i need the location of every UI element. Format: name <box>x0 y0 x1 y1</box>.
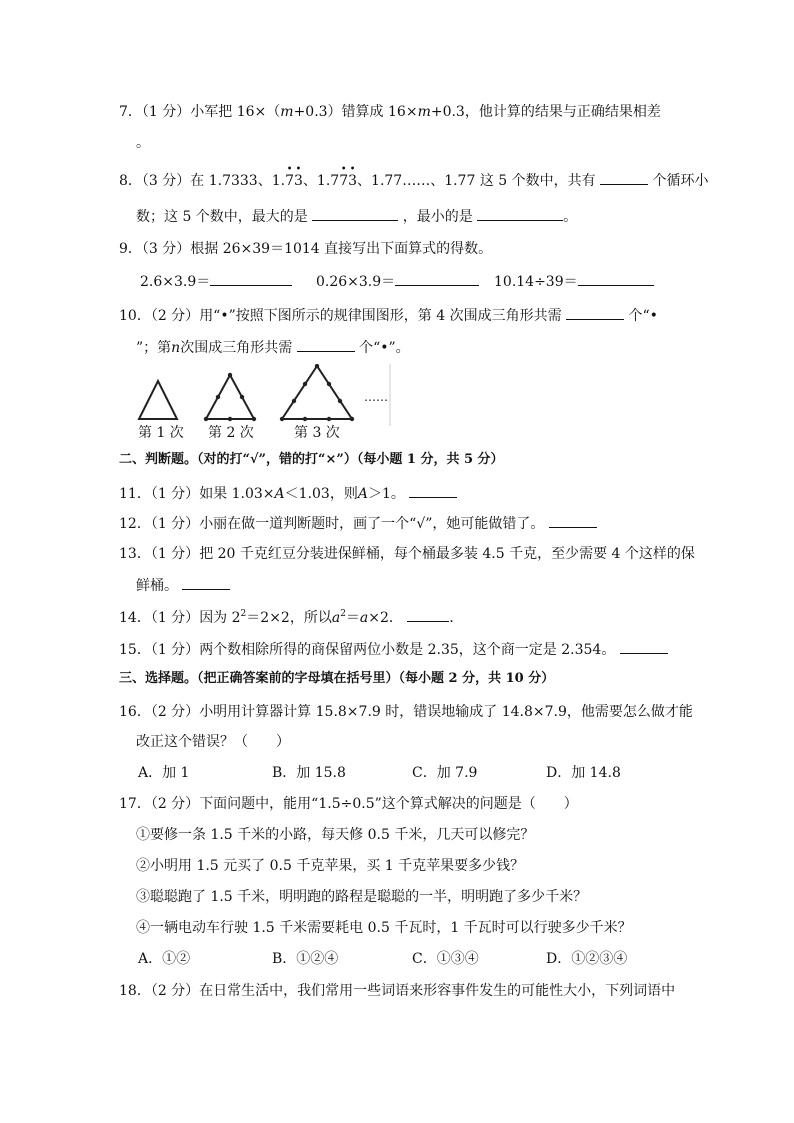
question-score: （1 分） <box>150 610 200 626</box>
question-score: （1 分） <box>150 486 200 502</box>
question-17-item-2: ②小明用 1.5 元买了 0.5 千克苹果，买 1 千克苹果要多少钱？ <box>136 858 525 874</box>
dot <box>252 417 256 421</box>
question-17 <box>119 795 578 813</box>
question-score: （1 分） <box>150 516 200 532</box>
dot <box>292 399 296 403</box>
question-text: 、1.7 <box>302 173 340 189</box>
question-text: 如果 1.03× <box>199 486 275 502</box>
question-text: ＝ <box>345 610 360 626</box>
question-12 <box>119 514 597 533</box>
question-number: 18． <box>119 983 151 999</box>
exponent: 2 <box>340 609 346 619</box>
option-c[interactable]: C．加 7.9 <box>412 765 478 781</box>
question-text: 小明用计算器计算 15.8×7.9 时，错误地输成了 14.8×7.9，他需要怎么做才能 <box>199 704 693 720</box>
question-text: 数；这 5 个数中，最大的是 <box>136 209 308 225</box>
variable-m: m <box>417 104 431 120</box>
option-a[interactable]: A．加 1 <box>138 765 190 781</box>
answer-blank[interactable] <box>182 576 230 590</box>
question-number: 16． <box>119 704 151 720</box>
question-text: 鲜桶。 <box>136 578 178 594</box>
question-score: （1 分） <box>141 104 191 120</box>
question-score: （2 分） <box>150 983 200 999</box>
question-text: +0.3，他计算的结果与正确结果相差 <box>430 104 661 120</box>
question-score: （2 分） <box>150 796 200 812</box>
dot <box>350 417 354 421</box>
question-text: 、1.77……、1.77 这 5 个数中，共有 <box>357 173 596 189</box>
answer-blank[interactable] <box>312 207 398 221</box>
question-17-item-3: ③聪聪跑了 1.5 千米，明明跑的路程是聪聪的一半，明明跑了多少千米？ <box>136 889 588 905</box>
repeating-digit: • 3 <box>294 164 303 189</box>
variable-n: n <box>171 340 181 356</box>
question-17-item-4: ④一辆电动车行驶 1.5 千米需要耗电 0.5 千瓦时，1 千瓦时可以行驶多少千米？ <box>136 920 632 936</box>
dot <box>228 373 232 377</box>
answer-blank[interactable] <box>600 171 648 185</box>
ellipsis: …… <box>364 390 388 404</box>
question-11 <box>119 484 457 503</box>
dot <box>204 417 208 421</box>
question-8 <box>119 164 709 190</box>
question-text: ＞1。 <box>367 486 405 502</box>
question-16-line2: 改正这个错误？（ ） <box>136 734 290 750</box>
question-text: 把 20 千克红豆分装进保鲜桶，每个桶最多装 4.5 千克，至少需要 4 个这样的保 <box>199 546 695 562</box>
question-10-line2 <box>136 338 410 357</box>
repeating-digit: • 7 <box>285 164 294 189</box>
question-text: 个循环小 <box>652 173 709 189</box>
figure-label-3: 第 3 次 <box>294 425 340 441</box>
question-text: 次围成三角形共需 <box>180 340 293 356</box>
answer-blank[interactable] <box>395 272 479 286</box>
question-score: （1 分） <box>150 546 200 562</box>
question-text: 根据 26×39＝1014 直接写出下面算式的得数。 <box>190 241 493 257</box>
question-number: 15． <box>119 642 151 658</box>
figure-label-1: 第 1 次 <box>138 425 184 441</box>
triangle-1 <box>139 381 177 419</box>
answer-blank[interactable] <box>566 306 624 320</box>
variable-a: a <box>359 610 369 626</box>
question-text: ＜1.03，则 <box>284 486 358 502</box>
question-13 <box>119 545 695 563</box>
dot <box>327 417 331 421</box>
answer-blank[interactable] <box>407 608 449 622</box>
answer-blank[interactable] <box>578 272 654 286</box>
section-2-title: 二、判断题。（对的打“√”，错的打“×”）（每小题 1 分，共 5 分） <box>119 452 504 467</box>
expression: 10.14÷39＝ <box>494 274 578 290</box>
repeating-digit: • 7 <box>339 164 349 189</box>
triangle-3 <box>282 366 352 419</box>
answer-blank[interactable] <box>477 207 563 221</box>
question-number: 11． <box>119 486 151 502</box>
triangle-pattern-figure <box>136 364 392 444</box>
question-number: 7． <box>119 104 142 120</box>
question-text: 下面问题中，能用“1.5÷0.5”这个算式解决的问题是（ ） <box>199 796 578 812</box>
question-number: 14． <box>119 610 151 626</box>
question-number: 8． <box>119 173 142 189</box>
option-b[interactable]: B．加 15.8 <box>272 765 346 781</box>
question-10 <box>119 306 658 325</box>
option-d[interactable]: D．加 14.8 <box>546 765 621 781</box>
section-3-title: 三、选择题。（把正确答案前的字母填在括号里）（每小题 2 分，共 10 分） <box>119 671 555 686</box>
question-text: +0.3）错算成 16× <box>293 104 418 120</box>
question-text: ． <box>449 610 464 626</box>
dot <box>327 382 331 386</box>
question-9 <box>119 240 492 258</box>
answer-blank[interactable] <box>409 484 457 498</box>
option-a[interactable]: A．①② <box>138 951 191 967</box>
triangle-pattern-drawing <box>136 364 392 426</box>
question-17-item-1: ①要修一条 1.5 千米的小路，每天修 0.5 千米，几天可以修完？ <box>136 827 535 843</box>
question-8-line2 <box>136 207 577 226</box>
question-score: （3 分） <box>141 241 191 257</box>
question-9-item-2 <box>316 272 479 291</box>
question-number: 12． <box>119 516 151 532</box>
question-18 <box>119 982 675 1000</box>
option-b[interactable]: B．①②④ <box>272 951 339 967</box>
question-score: （2 分） <box>150 308 200 324</box>
dot <box>315 364 319 368</box>
exponent: 2 <box>240 609 247 619</box>
dot <box>216 395 220 399</box>
question-text: 。 <box>563 209 578 225</box>
question-13-line2 <box>136 576 230 595</box>
question-text: ×2． <box>368 610 403 626</box>
question-score: （3 分） <box>141 173 191 189</box>
question-16 <box>119 703 693 721</box>
variable-A: A <box>357 486 368 502</box>
answer-blank[interactable] <box>549 514 597 528</box>
question-number: 17． <box>119 796 151 812</box>
question-text: 个“• <box>628 308 658 324</box>
question-score: （2 分） <box>150 704 200 720</box>
dot <box>303 417 307 421</box>
question-text: 在日常生活中，我们常用一些词语来形容事件发生的可能性大小，下列词语中 <box>199 983 676 999</box>
question-text: 因为 2 <box>199 610 241 626</box>
question-text: 两个数相除所得的商保留两位小数是 2.35，这个商一定是 2.354。 <box>199 642 616 658</box>
option-c[interactable]: C．①③④ <box>412 951 479 967</box>
question-text: ，最小的是 <box>402 209 473 225</box>
expression: 2.6×3.9＝ <box>140 274 211 290</box>
figure-label-2: 第 2 次 <box>208 425 254 441</box>
triangle-2 <box>206 375 254 419</box>
dot <box>280 417 284 421</box>
dot <box>303 382 307 386</box>
variable-A: A <box>274 486 285 502</box>
question-text: ”；第 <box>136 340 172 356</box>
question-text: 小丽在做一道判断题时，画了一个“√”，她可能做错了。 <box>199 516 545 532</box>
question-text: ＝2×2，所以 <box>246 610 332 626</box>
answer-blank[interactable] <box>297 338 355 352</box>
dot <box>240 395 244 399</box>
question-7-tail: 。 <box>136 135 150 151</box>
answer-blank[interactable] <box>210 272 292 286</box>
question-number: 13． <box>119 546 151 562</box>
question-9-items <box>140 272 292 291</box>
question-text: 小军把 16×（ <box>190 104 281 120</box>
expression: 0.26×3.9＝ <box>316 274 396 290</box>
question-text: 在 1.7333、1. <box>190 173 286 189</box>
dot <box>228 417 232 421</box>
question-14 <box>119 608 463 627</box>
question-text: 个“•”。 <box>359 340 410 356</box>
question-9-item-3 <box>494 272 654 291</box>
question-number: 10． <box>119 308 151 324</box>
variable-a: a <box>331 610 341 626</box>
question-score: （1 分） <box>150 642 200 658</box>
repeating-digit: • 3 <box>348 164 358 189</box>
question-number: 9． <box>119 241 142 257</box>
variable-m: m <box>280 104 294 120</box>
question-text: 用“•”按照下图所示的规律围图形，第 4 次围成三角形共需 <box>199 308 562 324</box>
question-15 <box>119 640 668 659</box>
dot <box>338 399 342 403</box>
option-d[interactable]: D．①②③④ <box>546 951 628 967</box>
question-7 <box>119 103 661 121</box>
answer-blank[interactable] <box>620 640 668 654</box>
